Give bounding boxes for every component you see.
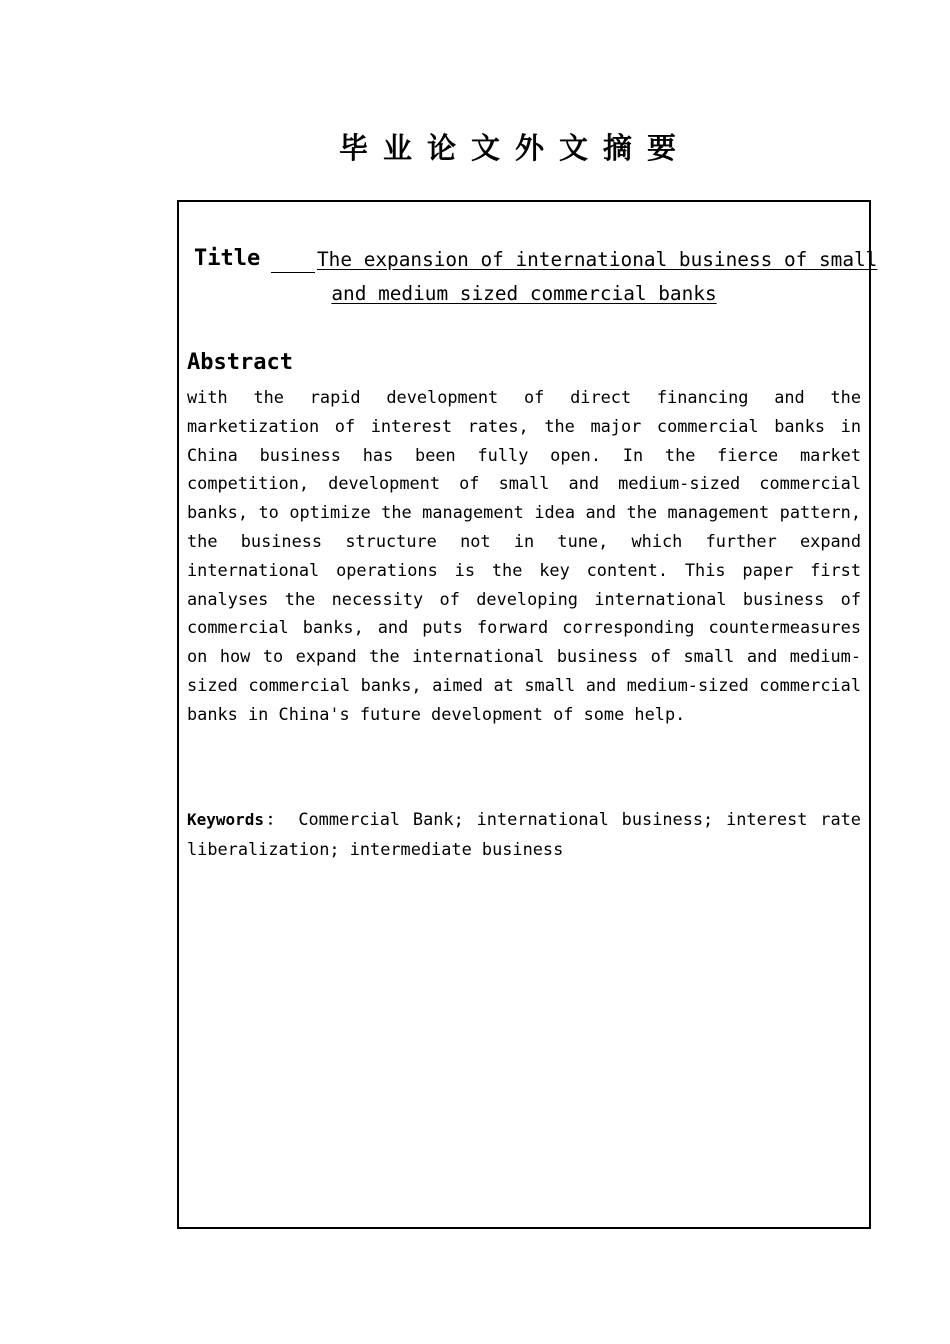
abstract-body: with the rapid development of direct financing and the marketization of interest rates, the major commercial banks in China business has been fully open. In the fierce market competition, development of small and medium-sized commercial banks, to optimize the management idea and the management pattern, the business structure not in tune, which further expand international operations is the key content. This paper first analyses the necessity of developing international business of commercial banks, and puts forward corresponding countermeasures on how to expand the international business of small and medium-sized commercial banks, aimed at small and medium-sized commercial banks in China's future development of some help. <box>187 387 861 724</box>
page-title: 毕业论文外文摘要 <box>338 131 691 165</box>
abstract-frame <box>177 200 878 1229</box>
keywords-paragraph <box>187 805 861 864</box>
abstract-heading: Abstract <box>187 350 293 375</box>
title-label: Title <box>194 246 261 271</box>
title-underline <box>271 272 315 273</box>
paper-title-line-1: The expansion of international business of small <box>317 248 878 271</box>
keywords-text: Commercial Bank; international business; interest rate liberalization; intermediate business <box>187 809 861 859</box>
keywords-label: Keywords： <box>187 810 286 829</box>
paper-title-line-2: and medium sized commercial banks <box>331 282 717 305</box>
